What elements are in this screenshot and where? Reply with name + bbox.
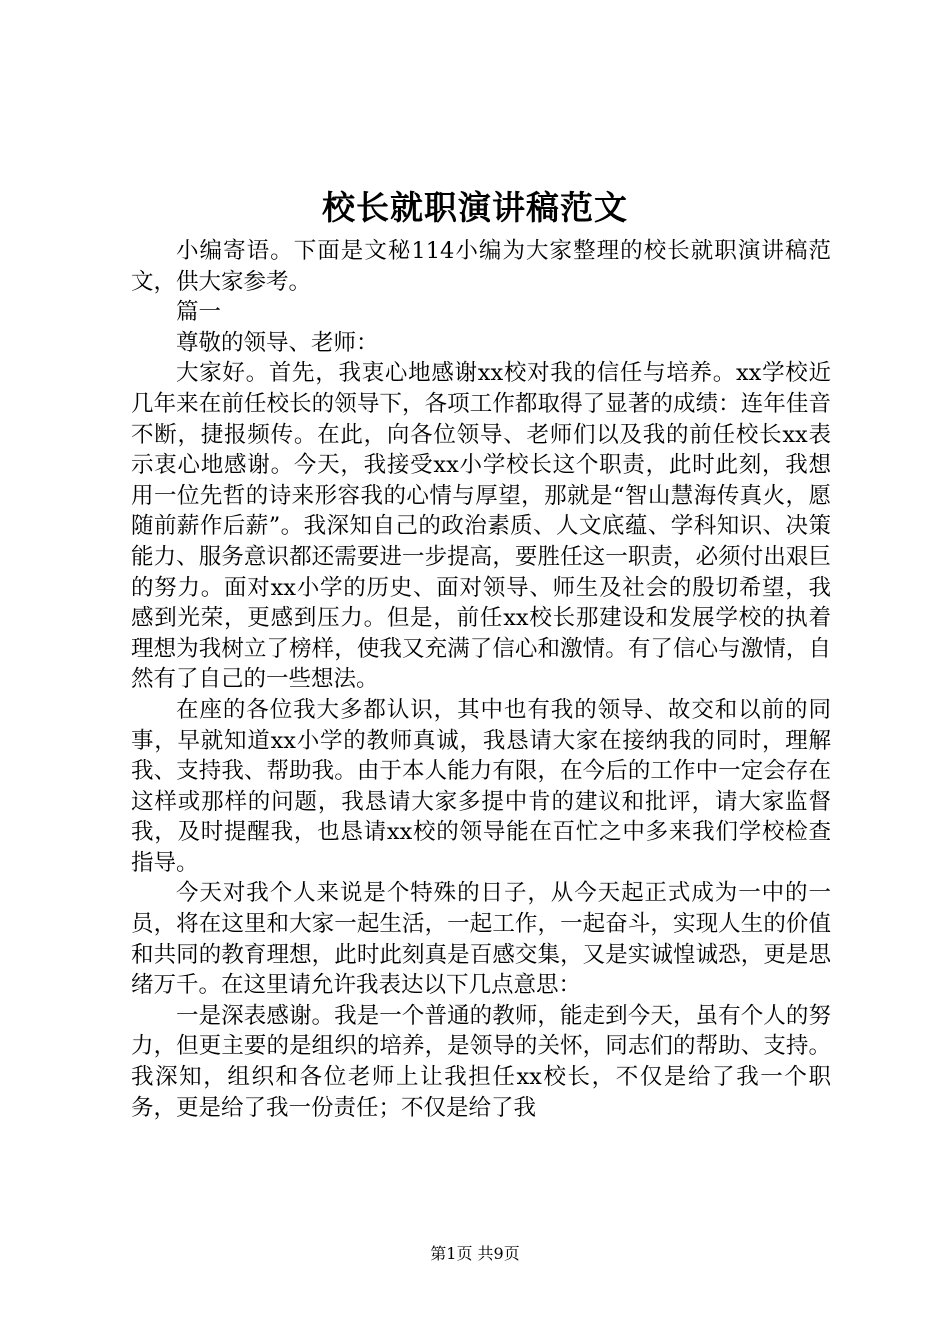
document-title: 校长就职演讲稿范文 <box>322 188 628 227</box>
paragraph-salutation: 尊敬的领导、老师： <box>176 329 379 356</box>
paragraph-body: 一是深表感谢。我是一个普通的教师，能走到今天，虽有个人的努力，但更主要的是组织的培养，是领导的关怀，同志们的帮助、支持。我深知，组织和各位老师上让我担任xx校长，不仅是给了我一个职务，更是给了我一份责任；不仅是给了我 <box>131 1002 831 1121</box>
paragraph-intro: 小编寄语。下面是文秘114小编为大家整理的校长就职演讲稿范文，供大家参考。 <box>131 238 831 295</box>
paragraph-body: 今天对我个人来说是个特殊的日子，从今天起正式成为一中的一员，将在这里和大家一起生活，一起工作，一起奋斗，实现人生的价值和共同的教育理想，此时此刻真是百感交集，又是实诚惶诚恐，更是思绪万千。在这里请允许我表达以下几点意思： <box>131 880 831 999</box>
paragraph-section-heading: 篇一 <box>176 299 222 326</box>
page-footer: 第1页 共9页 <box>430 1244 520 1263</box>
document-body <box>131 236 831 1123</box>
paragraph-body: 大家好。首先，我衷心地感谢xx校对我的信任与培养。xx学校近几年来在前任校长的领导下，各项工作都取得了显著的成绩：连年佳音不断，捷报频传。在此，向各位领导、老师们以及我的前任校长xx表示衷心地感谢。今天，我接受xx小学校长这个职责，此时此刻，我想用一位先哲的诗来形容我的心情与厚望，那就是“智山慧海传真火，愿随前薪作后薪”。我深知自己的政治素质、人文底蕴、学科知识、决策能力、服务意识都还需要进一步提高，要胜任这一职责，必须付出艰巨的努力。面对xx小学的历史、面对领导、师生及社会的殷切希望，我感到光荣，更感到压力。但是，前任xx校长那建设和发展学校的执着理想为我树立了榜样，使我又充满了信心和激情。有了信心与激情，自然有了自己的一些想法。 <box>131 360 831 693</box>
paragraph-body: 在座的各位我大多都认识，其中也有我的领导、故交和以前的同事，早就知道xx小学的教师真诚，我恳请大家在接纳我的同时，理解我、支持我、帮助我。由于本人能力有限，在今后的工作中一定会存在这样或那样的问题，我恳请大家多提中肯的建议和批评，请大家监督我，及时提醒我，也恳请xx校的领导能在百忙之中多来我们学校检查指导。 <box>131 696 831 876</box>
